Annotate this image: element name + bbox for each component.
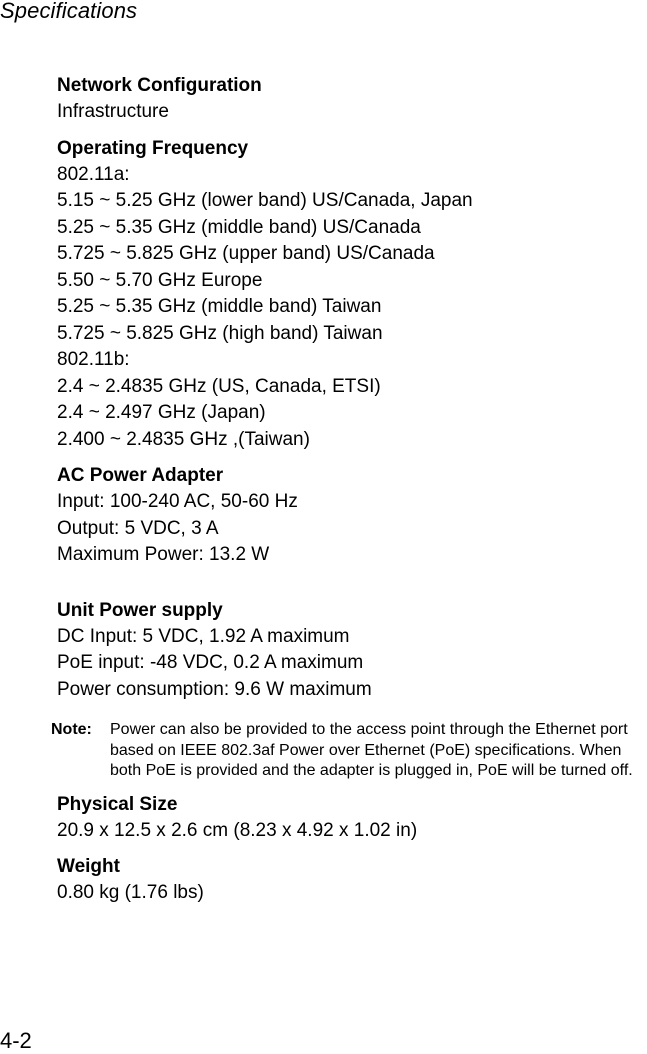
spec-line: Output: 5 VDC, 3 A: [57, 517, 219, 539]
section-heading: Weight: [57, 856, 120, 877]
spec-line: 2.4 ~ 2.4835 GHz (US, Canada, ETSI): [57, 375, 381, 397]
section-heading: Unit Power supply: [57, 599, 223, 621]
running-header-title: Specifications: [0, 0, 138, 23]
spec-line: 5.725 ~ 5.825 GHz (upper band) US/Canada: [57, 243, 435, 264]
specifications-body: [51, 72, 642, 907]
spec-line: Infrastructure: [57, 101, 169, 122]
section-heading: Physical Size: [57, 793, 178, 815]
section-ac-power-adapter: [57, 462, 642, 569]
section-physical-size: [57, 791, 642, 845]
section-operating-frequency: [57, 135, 642, 454]
note-callout: [51, 720, 647, 782]
spec-line: DC Input: 5 VDC, 1.92 A maximum: [57, 625, 350, 647]
spec-line: 5.15 ~ 5.25 GHz (lower band) US/Canada, Japan: [57, 190, 473, 211]
spec-line: 5.25 ~ 5.35 GHz (middle band) US/Canada: [57, 216, 421, 238]
section-network-configuration: [57, 72, 642, 126]
section-heading: Operating Frequency: [57, 137, 249, 159]
section-unit-power-supply: [57, 597, 642, 704]
page-number: 4-2: [0, 1028, 32, 1053]
spec-line: Input: 100-240 AC, 50-60 Hz: [57, 491, 298, 512]
spec-line: PoE input: -48 VDC, 0.2 A maximum: [57, 652, 364, 673]
spec-line: Power consumption: 9.6 W maximum: [57, 678, 372, 700]
spec-line: 0.80 kg (1.76 lbs): [57, 882, 204, 903]
spec-line: 20.9 x 12.5 x 2.6 cm (8.23 x 4.92 x 1.02 in): [57, 819, 418, 841]
spec-line: 2.400 ~ 2.4835 GHz ,(Taiwan): [57, 428, 310, 450]
section-heading: Network Configuration: [57, 75, 262, 96]
note-text: Power can also be provided to the access point through the Ethernet port based on IEEE 802.3af Power over Ethernet (PoE) specifications. When both PoE is provided and the adapter is plugged in, PoE will be turned off.: [110, 721, 633, 779]
note-label: Note:: [51, 721, 92, 738]
spec-line: 2.4 ~ 2.497 GHz (Japan): [57, 402, 266, 423]
spec-line: 5.725 ~ 5.825 GHz (high band) Taiwan: [57, 322, 383, 344]
spec-line: Maximum Power: 13.2 W: [57, 544, 270, 565]
section-heading: AC Power Adapter: [57, 465, 224, 486]
spec-line: 802.11a:: [57, 163, 130, 185]
spec-line: 5.25 ~ 5.35 GHz (middle band) Taiwan: [57, 296, 382, 317]
spec-line: 5.50 ~ 5.70 GHz Europe: [57, 269, 263, 291]
section-weight: [57, 853, 642, 907]
spec-line: 802.11b:: [57, 349, 130, 370]
